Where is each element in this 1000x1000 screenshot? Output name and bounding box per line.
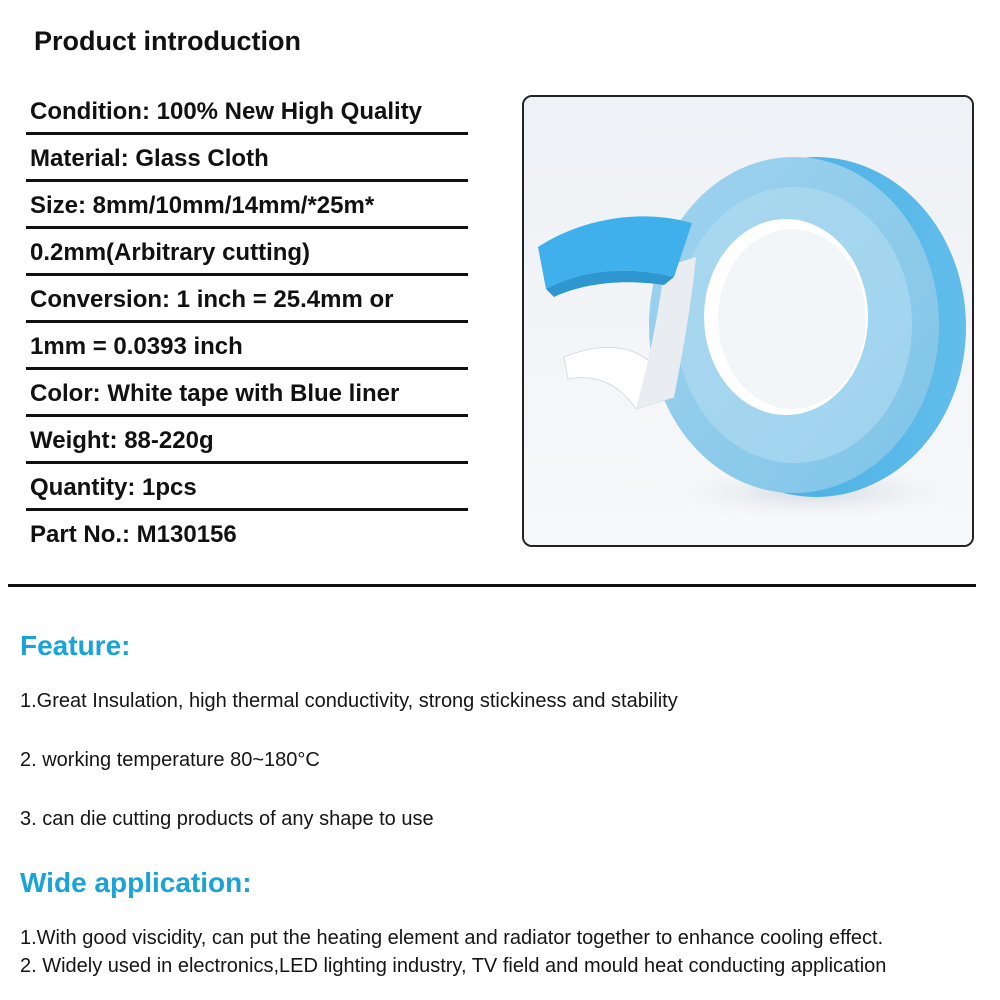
- feature-item: 3. can die cutting products of any shape to use: [20, 808, 434, 830]
- spec-text: Part No.: M130156: [30, 521, 237, 548]
- spec-text: 0.2mm(Arbitrary cutting): [30, 239, 311, 266]
- spec-text: Weight: 88-220g: [30, 427, 214, 454]
- tape-roll-photo-icon: [524, 97, 972, 545]
- spec-row-material: [26, 135, 468, 182]
- spec-row-quantity: [26, 464, 468, 511]
- spec-text: Conversion: 1 inch = 25.4mm or: [30, 286, 394, 313]
- spec-row-weight: [26, 417, 468, 464]
- application-item: 2. Widely used in electronics,LED lighting industry, TV field and mould heat conducting application: [20, 955, 887, 977]
- application-heading: Wide application:: [20, 867, 252, 898]
- spec-table: [26, 88, 468, 558]
- feature-heading: Feature:: [20, 630, 131, 661]
- spec-text: Size: 8mm/10mm/14mm/*25m*: [30, 192, 375, 219]
- spec-text: Condition: 100% New High Quality: [30, 98, 423, 125]
- spec-row-thickness: [26, 229, 468, 276]
- spec-row-part-no: [26, 511, 468, 558]
- spec-row-conversion-2: [26, 323, 468, 370]
- spec-text: 1mm = 0.0393 inch: [30, 333, 243, 360]
- feature-item: 2. working temperature 80~180°C: [20, 749, 320, 771]
- page-title: Product introduction: [34, 26, 301, 56]
- section-divider: [8, 584, 976, 587]
- spec-row-conversion: [26, 276, 468, 323]
- product-photo: [522, 95, 974, 547]
- spec-row-color: [26, 370, 468, 417]
- spec-text: Color: White tape with Blue liner: [30, 380, 400, 407]
- spec-text: Material: Glass Cloth: [30, 145, 269, 172]
- application-item: 1.With good viscidity, can put the heating element and radiator together to enhance cooling effect.: [20, 927, 884, 949]
- spec-text: Quantity: 1pcs: [30, 474, 197, 501]
- feature-item: 1.Great Insulation, high thermal conductivity, strong stickiness and stability: [20, 690, 678, 712]
- spec-row-size: [26, 182, 468, 229]
- spec-row-condition: [26, 88, 468, 135]
